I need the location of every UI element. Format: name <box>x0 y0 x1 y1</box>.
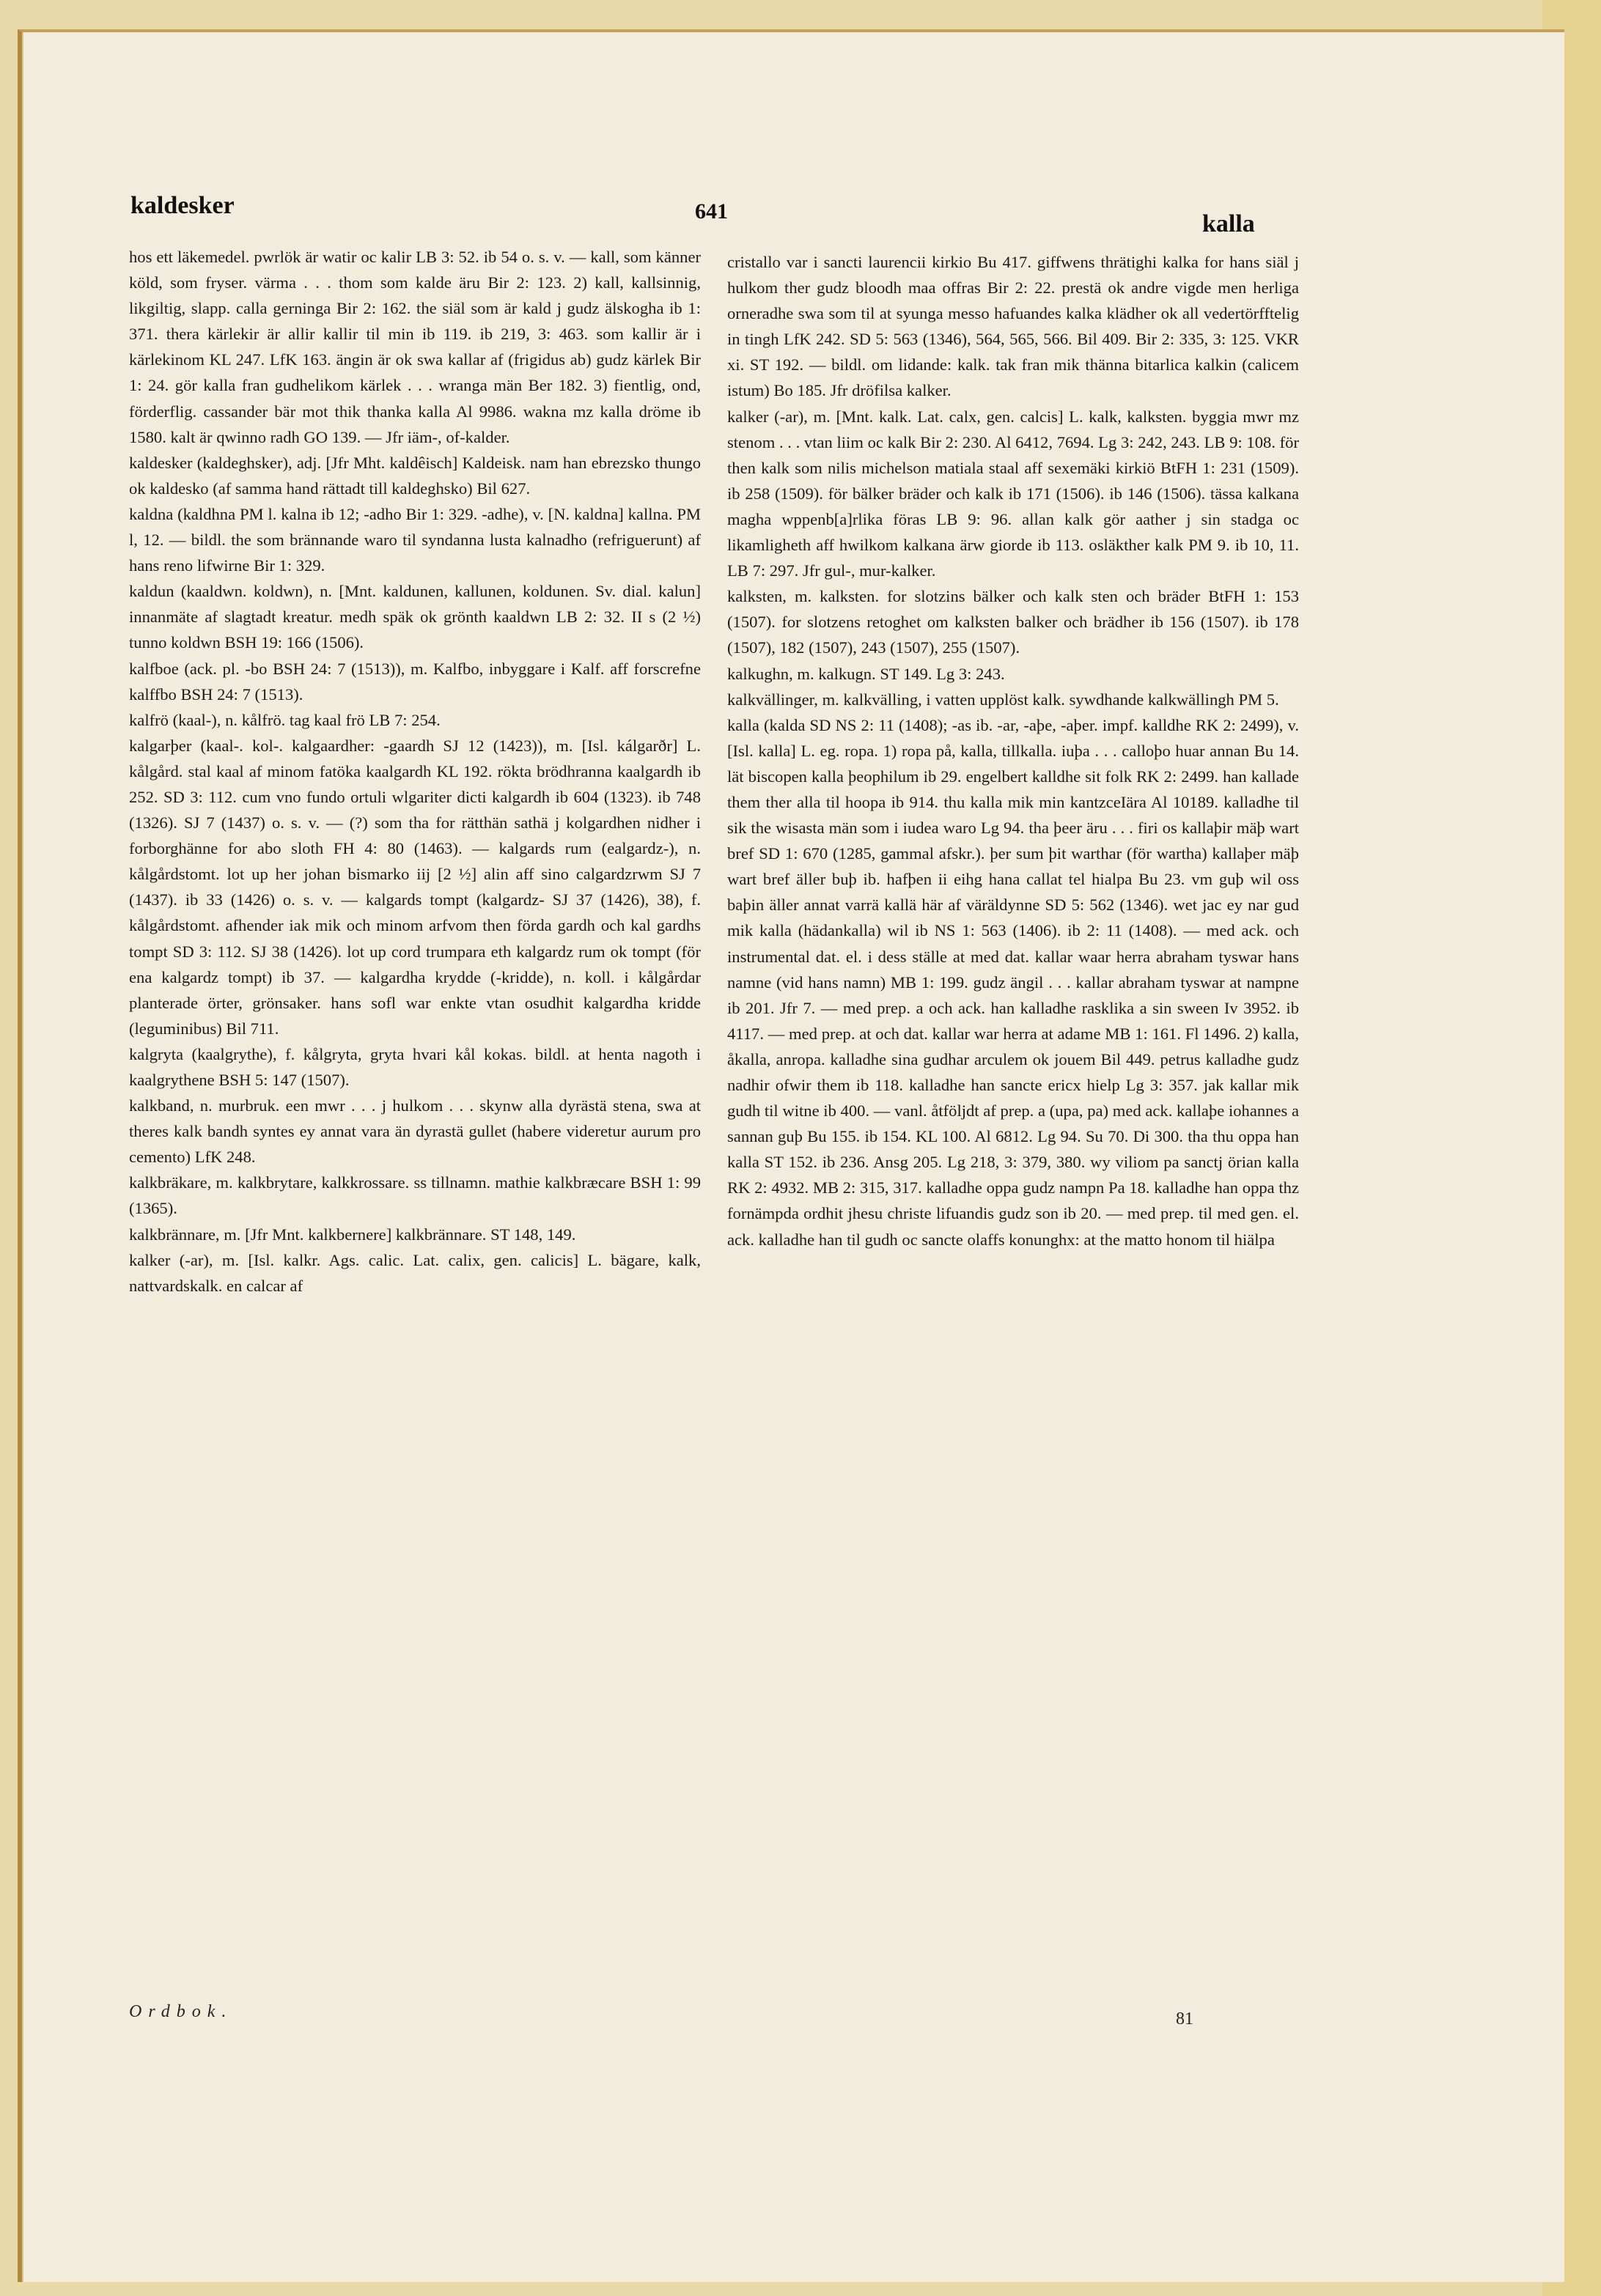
entry-kalfboe: kalfboe (ack. pl. -bo BSH 24: 7 (1513)), m. Kalfbo, inbyggare i Kalf. aff forscrefne kalffbo BSH 24: 7 (1513). <box>129 659 701 704</box>
left-column <box>129 244 701 1299</box>
entry-kalkughn: kalkughn, m. kalkugn. ST 149. Lg 3: 243. <box>727 664 1005 683</box>
entry-kalgarther: kalgarþer (kaal-. kol-. kalgaardher: -gaardh SJ 12 (1423)), m. [Isl. kálgarðr] L. kålgård. stal kaal af minom fatöka kaalgardh KL 192. rökta brödhranna kaalgardh ib 252. SD 3: 112. cum vno fundo ortuli wlgariter dicti kalgardh ib 604 (1323). ib 748 (1326). SJ 7 (1437) o. s. v. — (?) som tha for rätthän sathä j kolgardhen nidher i forborghänne for abo sloth FH 4: 80 (1463). — kalgards rum (ealgardz-), n. kålgårdstomt. lot up her johan bismarko iij [2 ½] alin aff sino calgardzrwm SJ 7 (1437). ib 33 (1426) o. s. v. — kalgards tompt (kalgardz- SJ 37 (1426), 38), f. kålgårdstomt. afhender iak mik och minom arfvom then förda gardh och kal gardhs tompt SD 3: 112. SJ 38 (1426). lot up cord trumpara eth kalgardz rum ok tompt (för ena kalgardz tompt) ib 37. — kalgardha krydde (-kridde), n. koll. i kålgårdar planterade örter, grönsaker. hans sofl war enkte vtan osudhit kalgardha kridde (leguminibus) Bil 711. <box>129 736 701 1038</box>
entry-kalfro: kalfrö (kaal-), n. kålfrö. tag kaal frö LB 7: 254. <box>129 710 441 729</box>
entry-kalkvallinger: kalkvällinger, m. kalkvälling, i vatten upplöst kalk. sywdhande kalkwällingh PM 5. <box>727 690 1279 709</box>
entry-continuation: hos ett läkemedel. pwrlök är watir oc kalir LB 3: 52. ib 54 o. s. v. — kall, som känner köld, som fryser. värma . . . thom som kalde äru Bir 2: 123. 2) kall, kallsinnig, likgiltig, slapp. calla gerninga Bir 2: 162. the siäl som är kald j gudz älskogha ib 1: 371. thera kärlekir är allir kallir til min ib 119. ib 219, 3: 463. som kallir är i kärlekinom KL 247. LfK 163. ängin är ok swa kallar af (frigidus ab) gudz kärlek Bir 1: 24. gör kalla fran gudhelikom kärlek . . . wranga män Ber 182. 3) fientlig, ond, förderflig. cassander bär mot thik thanka kalla Al 9986. wakna mz kalla dröme ib 1580. kalt är qwinno radh GO 139. — Jfr iäm-, of-kalder. <box>129 248 701 446</box>
entry-kaldesker: kaldesker (kaldeghsker), adj. [Jfr Mht. kaldêisch] Kaldeisk. nam han ebrezsko thungo ok kaldesko (af samma hand rättadt till kaldeghsko) Bil 627. <box>129 453 701 498</box>
sheet-number: 81 <box>1176 2009 1193 2029</box>
entry-kalkband: kalkband, n. murbruk. een mwr . . . j hulkom . . . skynw alla dyrästä stena, swa at theres kalk bandh syntes ey annat vara än dyrastä gullet (habere videretur aurum pro cemento) LfK 248. <box>129 1096 701 1167</box>
right-column <box>727 249 1299 1252</box>
running-head-left: kaldesker <box>130 192 235 219</box>
entry-continuation: cristallo var i sancti laurencii kirkio Bu 417. giffwens thrätighi kalka for hans siäl j hulkom ther gudz bloodh maa offras Bir 2: 22. prestä ok andre vigde men herliga orneradhe swa som til at syunga messo hafuandes kalka klädher ok all vedertörfftelig in tingh LfK 242. SD 5: 563 (1346), 564, 565, 566. Bil 409. Bir 2: 335, 3: 125. VKR xi. ST 192. — bildl. om lidande: kalk. tak fran mik thänna bitarlica kalkin (calicem istum) Bo 185. Jfr dröfilsa kalker. <box>727 253 1299 400</box>
running-head-right: kalla <box>1202 210 1255 237</box>
printer-signature: Ordbok. <box>129 2002 233 2021</box>
entry-kalker-lime: kalker (-ar), m. [Mnt. kalk. Lat. calx, gen. calcis] L. kalk, kalksten. byggia mwr mz stenom . . . vtan liim oc kalk Bir 2: 230. Al 6412, 7694. Lg 3: 242, 243. LB 9: 108. för then kalk som nilis michelson matiala staal aff sexemäki kirkiö BtFH 1: 231 (1509). ib 258 (1509). för bälker bräder och kalk ib 171 (1506). ib 146 (1506). tässa kalkana magha wppenb[a]rlika föras LB 9: 96. allan kalk gör aather j sin stadga oc likamligheth aff hwilkom kalkana ärw giorde ib 113. osläkther kalk PM 9. ib 10, 11. LB 7: 297. Jfr gul-, mur-kalker. <box>727 407 1299 580</box>
entry-kaldun: kaldun (kaaldwn. koldwn), n. [Mnt. kaldunen, kallunen, koldunen. Sv. dial. kalun] innanmäte af slagtadt kreatur. medh späk ok grönth kaaldwn LB 2: 32. II s (2 ½) tunno koldwn BSH 19: 166 (1506). <box>129 582 701 652</box>
entry-kalker-chalice: kalker (-ar), m. [Isl. kalkr. Ags. calic. Lat. calix, gen. calicis] L. bägare, kalk, nattvardskalk. en calcar af <box>129 1250 701 1295</box>
entry-kalkbrannare: kalkbrännare, m. [Jfr Mnt. kalkbernere] kalkbrännare. ST 148, 149. <box>129 1225 576 1244</box>
entry-kalksten: kalksten, m. kalksten. for slotzins bälker och kalk sten och bräder BtFH 1: 153 (1507). for slotzens retoghet om kalksten balker och brädher ib 156 (1507). ib 178 (1507), 182 (1507), 243 (1507), 255 (1507). <box>727 587 1299 657</box>
entry-kalla: kalla (kalda SD NS 2: 11 (1408); -as ib. -ar, -aþe, -aþer. impf. kalldhe RK 2: 2499), v. [Isl. kalla] L. eg. ropa. 1) ropa på, kalla, tillkalla. iuþa . . . calloþo huar annan Bu 14. lät biscopen kalla þeophilum ib 29. engelbert kalldhe sit folk RK 2: 2499. han kallade them ther alla til hoopa ib 914. thu kalla mik min kantzceIära Al 10189. kalladhe til sik the wisasta män som i iudea waro Lg 94. tha þeer äru . . . firi os kallaþir mäþ wart bref SD 1: 670 (1285, gammal afskr.). þer sum þit warthar (för wartha) kallaþer mäþ wart bref äller buþ ib. hafþen ii eihg hana callat tel hialpa Bu 23. vm guþ wil oss baþin äller annat varrä kallä här af väräldynne SD 5: 562 (1346). wet jac ey nar gud mik kalla (hädankalla) wil ib NS 1: 563 (1406). ib 2: 11 (1408). — med ack. och instrumental dat. el. i dess ställe at med dat. kallar waar herra abraham tyswar hans namne (vid hans namn) MB 1: 199. gudz ängil . . . kallar abraham tyswar at nampne ib 201. Jfr 7. — med prep. a och ack. han kalladhe rasklika a sin sween Iv 3952. ib 4117. — med prep. at och dat. kallar war herra at adame MB 1: 161. Fl 1496. 2) kalla, åkalla, anropa. kalladhe sina gudhar arculem ok jouem Bil 449. petrus kalladhe gudz nadhir ofwir them ib 118. kalladhe han sancte ericx hielp Lg 3: 357. jak kallar mik gudh til witne ib 400. — vanl. åtföljdt af prep. a (upa, pa) med ack. kallaþe iohannes a sannan guþ Bu 155. ib 154. KL 100. Al 6812. Lg 94. Su 70. Di 300. tha thu oppa han kalla ST 152. ib 236. Ansg 205. Lg 218, 3: 379, 380. wy viliom pa sanctj örian kalla RK 2: 4932. MB 2: 315, 317. kalladhe oppa gudz nampn Pa 18. kalladhe han oppa thz fornämpda ordhit jhesu christe lifuandis gudz son ib 20. — med prep. til med gen. el. ack. kalladhe han til gudh oc sancte olaffs konunghx: at the matto honom til hiälpa <box>727 715 1299 1249</box>
entry-kalgryta: kalgryta (kaalgrythe), f. kålgryta, gryta hvari kål kokas. bildl. at henta nagoth i kaalgrythene BSH 5: 147 (1507). <box>129 1044 701 1089</box>
entry-kalkbrakare: kalkbräkare, m. kalkbrytare, kalkkrossare. ss tillnamn. mathie kalkbræcare BSH 1: 99 (1365). <box>129 1173 701 1218</box>
page-number: 641 <box>695 199 728 224</box>
entry-kaldna: kaldna (kaldhna PM l. kalna ib 12; -adho Bir 1: 329. -adhe), v. [N. kaldna] kallna. PM l, 12. — bildl. the som brännande waro til syndanna lusta kalnadho (refriguerunt) af hans reno lifwirne Bir 1: 329. <box>129 504 701 575</box>
